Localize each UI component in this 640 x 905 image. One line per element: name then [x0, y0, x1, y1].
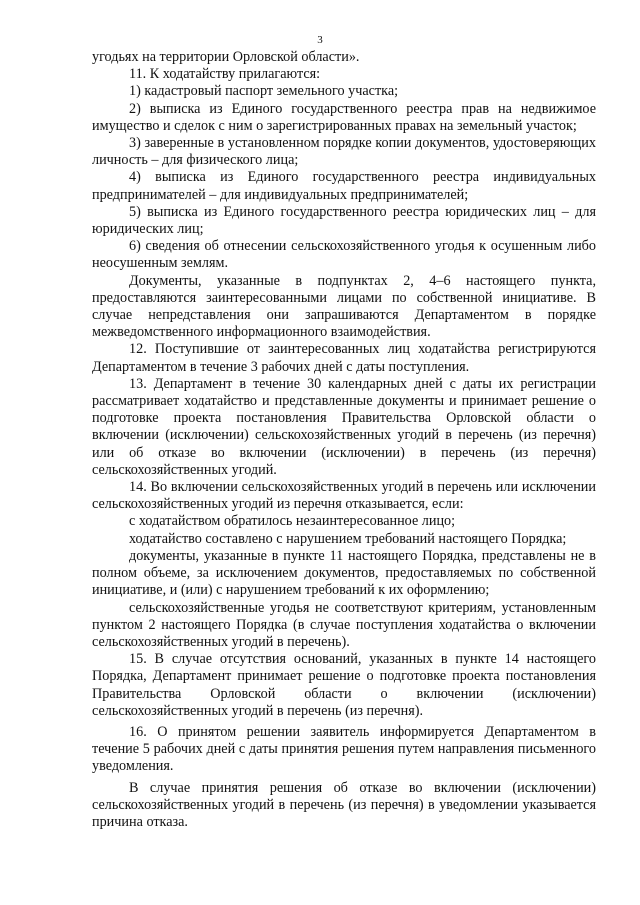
paragraph-item-12: 12. Поступившие от заинтересованных лиц ходатайства регистрируются Департаментом в течение 3 рабочих дней с даты поступления.	[92, 341, 596, 375]
paragraph-item-14-reason-1: с ходатайством обратилось незаинтересованное лицо;	[129, 513, 456, 530]
document-body	[92, 49, 596, 831]
paragraph-item-11-1: 1) кадастровый паспорт земельного участка;	[129, 83, 399, 100]
paragraph-item-13: 13. Департамент в течение 30 календарных дней с даты их регистрации рассматривает ходатайство и представленные документы и принимает решение о подготовке проекта постановления Правительства Орловской области о включении (исключении) сельскохозяйственных угодий в перечень (из перечня) или об отказе во включении (исключении) в перечень (из перечня) сельскохозяйственных угодий.	[92, 375, 596, 478]
paragraph-item-11-intro: 11. К ходатайству прилагаются:	[129, 66, 321, 83]
paragraph-item-14: 14. Во включении сельскохозяйственных угодий в перечень или исключении сельскохозяйственных угодий из перечня отказывается, если:	[92, 479, 596, 513]
paragraph-item-11-4: 4) выписка из Единого государственного реестра индивидуальных предпринимателей – для индивидуальных предпринимателей;	[92, 169, 596, 203]
paragraph-item-14-reason-3: документы, указанные в пункте 11 настоящего Порядка, представлены не в полном объеме, за исключением документов, предоставляемых по собственной инициативе, и (или) с нарушением требований к их оформлению;	[92, 547, 596, 599]
paragraph-item-11-5: 5) выписка из Единого государственного реестра юридических лиц – для юридических лиц;	[92, 203, 596, 238]
paragraph-refusal-notice: В случае принятия решения об отказе во включении (исключении) сельскохозяйственных угодий в перечень (из перечня) в уведомлении указывается причина отказа.	[92, 779, 596, 830]
paragraph-item-11-2: 2) выписка из Единого государственного реестра прав на недвижимое имущество и сделок с ним о зарегистрированных правах на земельный участок;	[92, 100, 596, 134]
page-number: 3	[317, 34, 323, 46]
paragraph-item-15: 15. В случае отсутствия оснований, указанных в пункте 14 настоящего Порядка, Департамент принимает решение о подготовке проекта постановления Правительства Орловской области о включении (исключении) сельскохозяйственных угодий в перечень (из перечня).	[92, 651, 596, 719]
paragraph-item-11-6: 6) сведения об отнесении сельскохозяйственного угодья к осушенным либо неосушенным землям.	[92, 238, 596, 272]
paragraph-item-16: 16. О принятом решении заявитель информируется Департаментом в течение 5 рабочих дней с даты принятия решения путем направления письменного уведомления.	[92, 723, 596, 775]
paragraph-documents-note: Документы, указанные в подпунктах 2, 4–6 настоящего пункта, предоставляются заинтересованными лицами по собственной инициативе. В случае непредставления они запрашиваются Департаментом в порядке межведомственного информационного взаимодействия.	[92, 272, 596, 341]
paragraph-item-14-reason-2: ходатайство составлено с нарушением требований настоящего Порядка;	[129, 530, 567, 547]
paragraph-item-11-3: 3) заверенные в установленном порядке копии документов, удостоверяющих личность – для физического лица;	[92, 135, 596, 169]
paragraph-item-14-reason-4: сельскохозяйственные угодья не соответствуют критериям, установленным пунктом 2 настоящего Порядка (в случае поступления ходатайства о включении сельскохозяйственных угодий в перечень).	[92, 599, 596, 650]
paragraph-continuation: угодьях на территории Орловской области».	[92, 49, 360, 65]
